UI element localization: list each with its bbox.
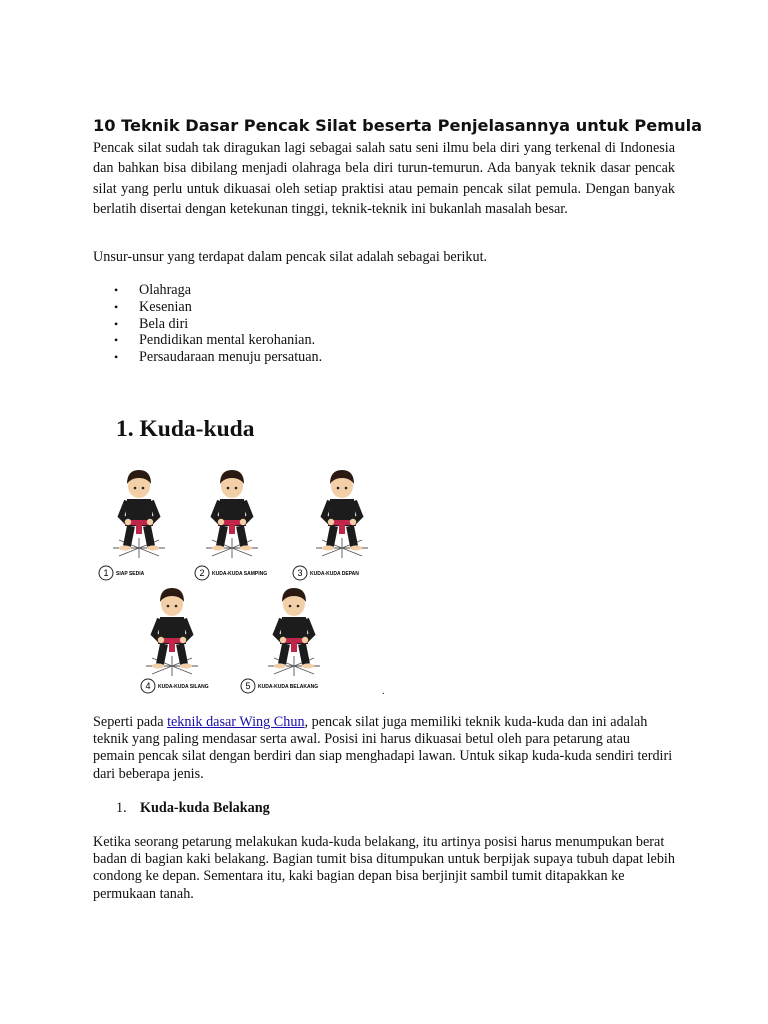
stance-figure-5 (268, 588, 320, 676)
numbered-item: 1. Kuda-kuda Belakang (116, 800, 270, 816)
svg-text:5: 5 (245, 681, 251, 691)
svg-text:KUDA-KUDA DEPAN: KUDA-KUDA DEPAN (310, 571, 359, 577)
stance-label-1 (99, 566, 145, 580)
wing-chun-link[interactable]: teknik dasar Wing Chun (167, 714, 305, 730)
svg-text:KUDA-KUDA SAMPING: KUDA-KUDA SAMPING (212, 571, 268, 577)
section-heading: 1. Kuda-kuda (116, 416, 255, 442)
document-title: 10 Teknik Dasar Pencak Silat beserta Penjelasannya untuk Pemula (93, 116, 703, 135)
stance-paragraph: Seperti pada teknik dasar Wing Chun, pencak silat juga memiliki teknik kuda-kuda dan ini adalah teknik yang paling mendasar serta awal. Posisi ini harus dikuasai betul oleh para petarung atau pemain pencak silat dengan berdiri dan siap menghadapi lawan. Untuk sikap kuda-kuda sendiri terdiri dari beberapa jenis. (93, 714, 673, 782)
svg-text:KUDA-KUDA SILANG: KUDA-KUDA SILANG (158, 684, 209, 690)
svg-text:KUDA-KUDA BELAKANG: KUDA-KUDA BELAKANG (258, 684, 319, 690)
rear-stance-paragraph: Ketika seorang petarung melakukan kuda-kuda belakang, itu artinya posisi harus menumpukan berat badan di bagian kaki belakang. Bagian tumit bisa ditumpukan untuk berpijak supaya tubuh dapat lebih condong ke depan. Sementara itu, kaki bagian depan bisa berjinjit sambil tumit ditapakkan ke permukaan tanah. (93, 834, 675, 902)
elements-list (93, 282, 653, 366)
bullet-icon: • (114, 283, 119, 297)
stance-figure-1 (113, 470, 165, 558)
trailing-dot: . (382, 686, 385, 697)
svg-text:4: 4 (145, 681, 151, 691)
list-item: • Bela diri (114, 315, 189, 332)
stance-figure-3 (316, 470, 368, 558)
stance-label-2 (195, 566, 267, 580)
stance-figure-2 (206, 470, 258, 558)
list-item: • Olahraga (114, 282, 191, 298)
list-item: • Persaudaraan menuju persatuan. (114, 349, 323, 366)
svg-text:SIAP SEDIA: SIAP SEDIA (116, 571, 145, 577)
bullet-icon: • (114, 316, 119, 331)
stance-label-3 (293, 566, 359, 580)
list-item: • Kesenian (114, 298, 192, 315)
kuda-kuda-illustration (92, 462, 392, 698)
svg-text:2: 2 (199, 568, 205, 578)
svg-text:1: 1 (103, 568, 109, 578)
bullet-icon: • (114, 350, 119, 365)
bullet-icon: • (114, 299, 119, 314)
list-item: • Pendidikan mental kerohanian. (114, 332, 316, 349)
svg-text:3: 3 (297, 568, 303, 578)
elements-intro: Unsur-unsur yang terdapat dalam pencak silat adalah sebagai berikut. (93, 249, 488, 265)
stance-label-5 (241, 679, 318, 693)
stance-figure-4 (146, 588, 198, 676)
intro-paragraph: Pencak silat sudah tak diragukan lagi sebagai salah satu seni ilmu bela diri yang terkenal di Indonesia dan bahkan bisa dibilang menjadi olahraga bela diri turun-temurun. Ada banyak teknik dasar pencak silat yang perlu untuk dikuasai oleh setiap praktisi atau pemain pencak silat pemula. Dengan banyak berlatih disertai dengan ketekunan tinggi, teknik-teknik ini bukanlah masalah besar. (93, 140, 675, 218)
bullet-icon: • (114, 333, 119, 348)
stance-label-4 (141, 679, 209, 693)
